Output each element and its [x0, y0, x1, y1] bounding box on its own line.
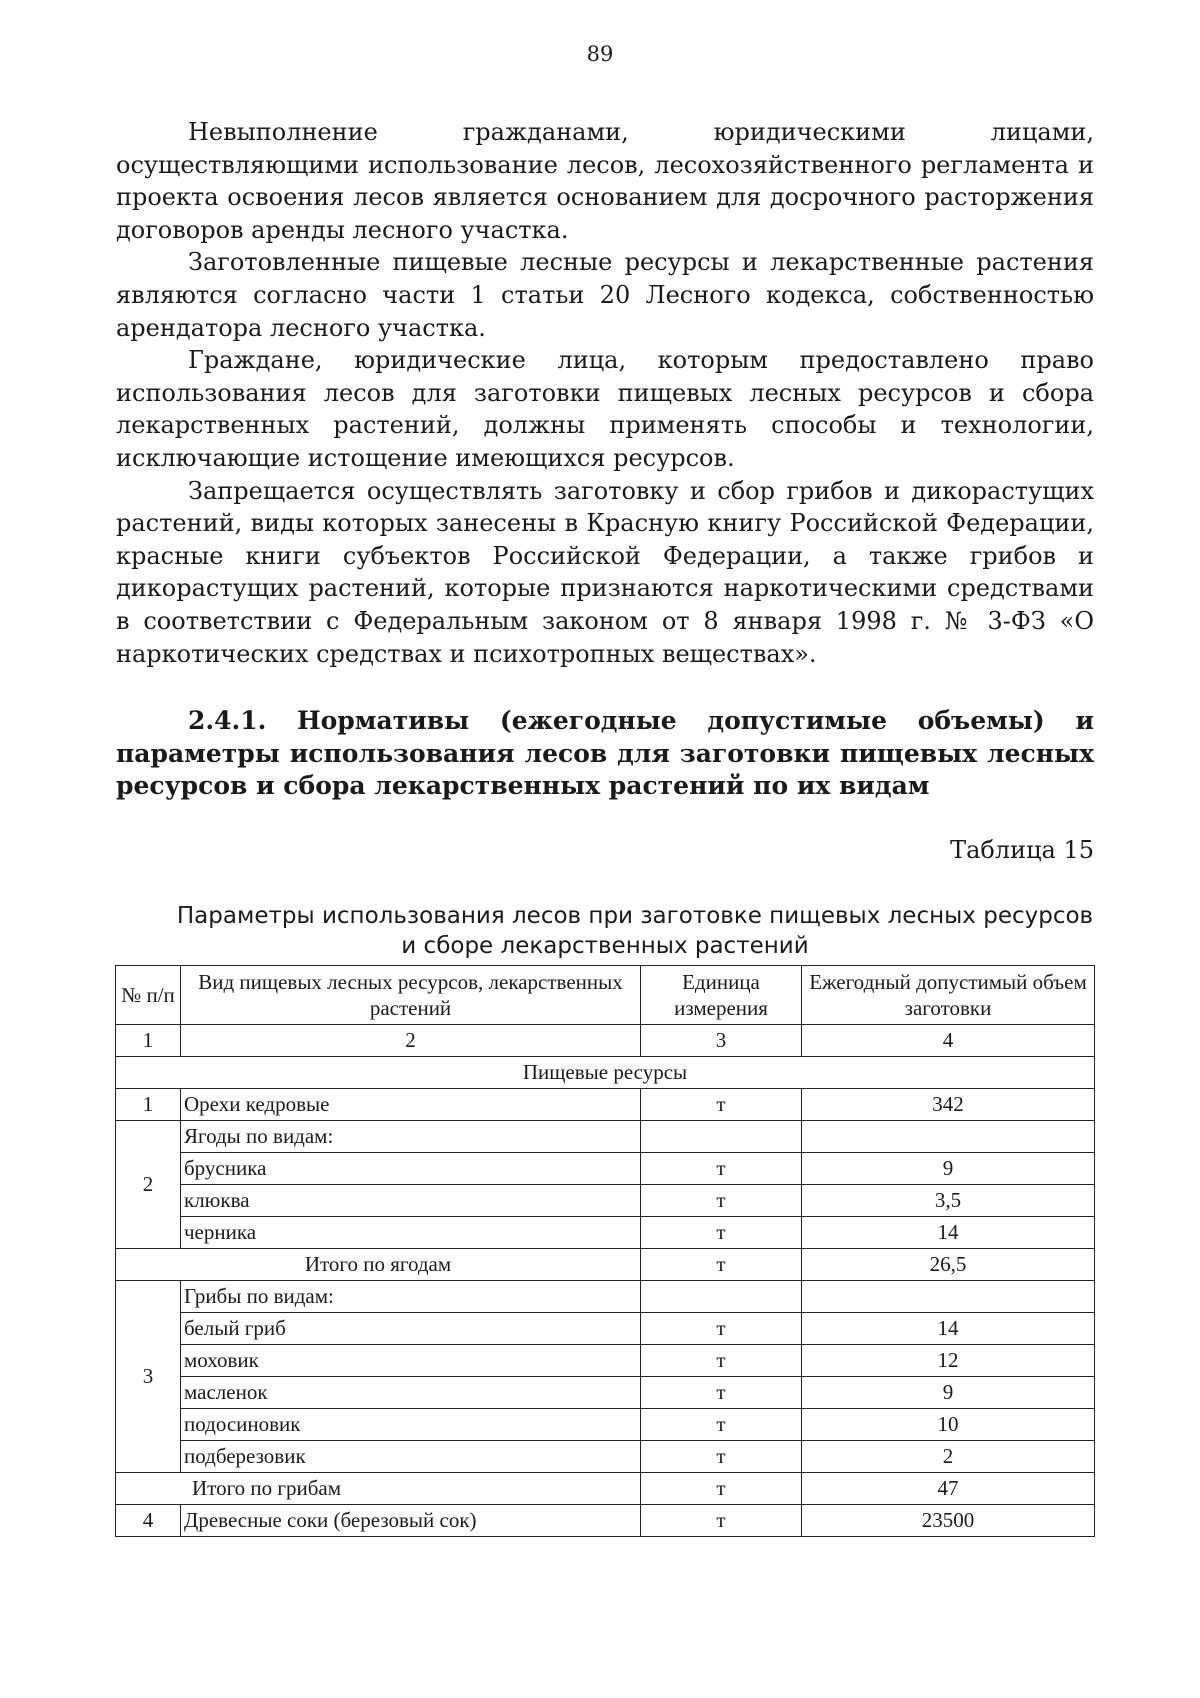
group-title: Грибы по видам: [181, 1281, 641, 1313]
subtotal-row [116, 1249, 1095, 1281]
row-value [802, 1281, 1095, 1313]
column-number: 2 [181, 1025, 641, 1057]
row-value: 14 [802, 1313, 1095, 1345]
row-unit: т [641, 1473, 802, 1505]
table-row [116, 1153, 1095, 1185]
row-unit: т [641, 1217, 802, 1249]
row-value: 9 [802, 1153, 1095, 1185]
row-unit: т [641, 1345, 802, 1377]
row-unit: т [641, 1441, 802, 1473]
row-name: брусника [181, 1153, 641, 1185]
row-unit: т [641, 1505, 802, 1537]
paragraph: Запрещается осуществлять заготовку и сбор грибов и дикорастущих растений, виды которых занесены в Красную книгу Российской Федерации, красные книги субъектов Российской Федерации, а также грибов и дикорастущих растений, которые признаются наркотическими средствами в соответствии с Федеральным законом от 8 января 1998 г. № 3-ФЗ «О наркотических средствах и психотропных веществах». [116, 476, 1094, 668]
column-number: 4 [802, 1025, 1095, 1057]
group-title: Ягоды по видам: [181, 1121, 641, 1153]
row-name: Орехи кедровые [181, 1089, 641, 1121]
table-row [116, 1409, 1095, 1441]
row-value: 9 [802, 1377, 1095, 1409]
row-value: 342 [802, 1089, 1095, 1121]
row-unit: т [641, 1089, 802, 1121]
table-row [116, 1377, 1095, 1409]
section-row [116, 1057, 1095, 1089]
row-num: 3 [116, 1281, 181, 1473]
subtotal-row [116, 1473, 1095, 1505]
body-text [116, 116, 1094, 670]
parameters-table [115, 965, 1095, 1537]
row-unit [641, 1281, 802, 1313]
table-row [116, 1313, 1095, 1345]
row-name: черника [181, 1217, 641, 1249]
table-caption [116, 901, 1094, 961]
row-num: 4 [116, 1505, 181, 1537]
row-unit: т [641, 1153, 802, 1185]
row-value: 12 [802, 1345, 1095, 1377]
row-name: масленок [181, 1377, 641, 1409]
row-name: подосиновик [181, 1409, 641, 1441]
table-row [116, 1089, 1095, 1121]
row-unit: т [641, 1249, 802, 1281]
section-heading: 2.4.1. Нормативы (ежегодные допустимые объемы) и параметры использования лесов для заготовки пищевых лесных ресурсов и сбора лекарственных растений по их видам [116, 706, 1094, 800]
row-unit: т [641, 1377, 802, 1409]
table-row [116, 1185, 1095, 1217]
header-volume: Ежегодный допустимый объем заготовки [802, 966, 1095, 1025]
table-caption-line: и сборе лекарственных растений [401, 933, 809, 959]
row-value: 10 [802, 1409, 1095, 1441]
paragraph: Граждане, юридические лица, которым предоставлено право использования лесов для заготовки пищевых лесных ресурсов и сбора лекарственных растений, должны применять способы и технологии, исключающие истощение имеющихся ресурсов. [116, 346, 1094, 472]
header-num: № п/п [116, 966, 181, 1025]
section-label: Пищевые ресурсы [116, 1057, 1095, 1089]
subtotal-label: Итого по грибам [116, 1473, 641, 1505]
column-number: 3 [641, 1025, 802, 1057]
row-value: 14 [802, 1217, 1095, 1249]
paragraph: Заготовленные пищевые лесные ресурсы и лекарственные растения являются согласно части 1 статьи 20 Лесного кодекса, собственностью арендатора лесного участка. [116, 248, 1094, 342]
table-row [116, 1121, 1095, 1153]
row-value: 47 [802, 1473, 1095, 1505]
row-num: 1 [116, 1089, 181, 1121]
row-value: 23500 [802, 1505, 1095, 1537]
row-name: белый гриб [181, 1313, 641, 1345]
header-row [116, 966, 1095, 1025]
row-num: 2 [116, 1121, 181, 1249]
header-unit: Единица измерения [641, 966, 802, 1025]
header-type: Вид пищевых лесных ресурсов, лекарственных растений [181, 966, 641, 1025]
column-number: 1 [116, 1025, 181, 1057]
table-row [116, 1281, 1095, 1313]
row-name: подберезовик [181, 1441, 641, 1473]
subtotal-label: Итого по ягодам [116, 1249, 641, 1281]
table-caption-line: Параметры использования лесов при заготовке пищевых лесных ресурсов [176, 903, 1094, 929]
row-name: Древесные соки (березовый сок) [181, 1505, 641, 1537]
page-number: 89 [586, 42, 614, 66]
row-value: 26,5 [802, 1249, 1095, 1281]
column-numbers-row [116, 1025, 1095, 1057]
row-value: 2 [802, 1441, 1095, 1473]
row-name: клюква [181, 1185, 641, 1217]
table-row [116, 1505, 1095, 1537]
row-name: моховик [181, 1345, 641, 1377]
row-value [802, 1121, 1095, 1153]
row-unit: т [641, 1185, 802, 1217]
table-row [116, 1441, 1095, 1473]
table-row [116, 1217, 1095, 1249]
row-unit: т [641, 1409, 802, 1441]
row-value: 3,5 [802, 1185, 1095, 1217]
row-unit [641, 1121, 802, 1153]
table-row [116, 1345, 1095, 1377]
paragraph: Невыполнение гражданами, юридическими лицами, осуществляющими использование лесов, лесохозяйственного регламента и проекта освоения лесов является основанием для досрочного расторжения договоров аренды лесного участка. [116, 118, 1094, 244]
table-number: Таблица 15 [950, 836, 1094, 864]
row-unit: т [641, 1313, 802, 1345]
